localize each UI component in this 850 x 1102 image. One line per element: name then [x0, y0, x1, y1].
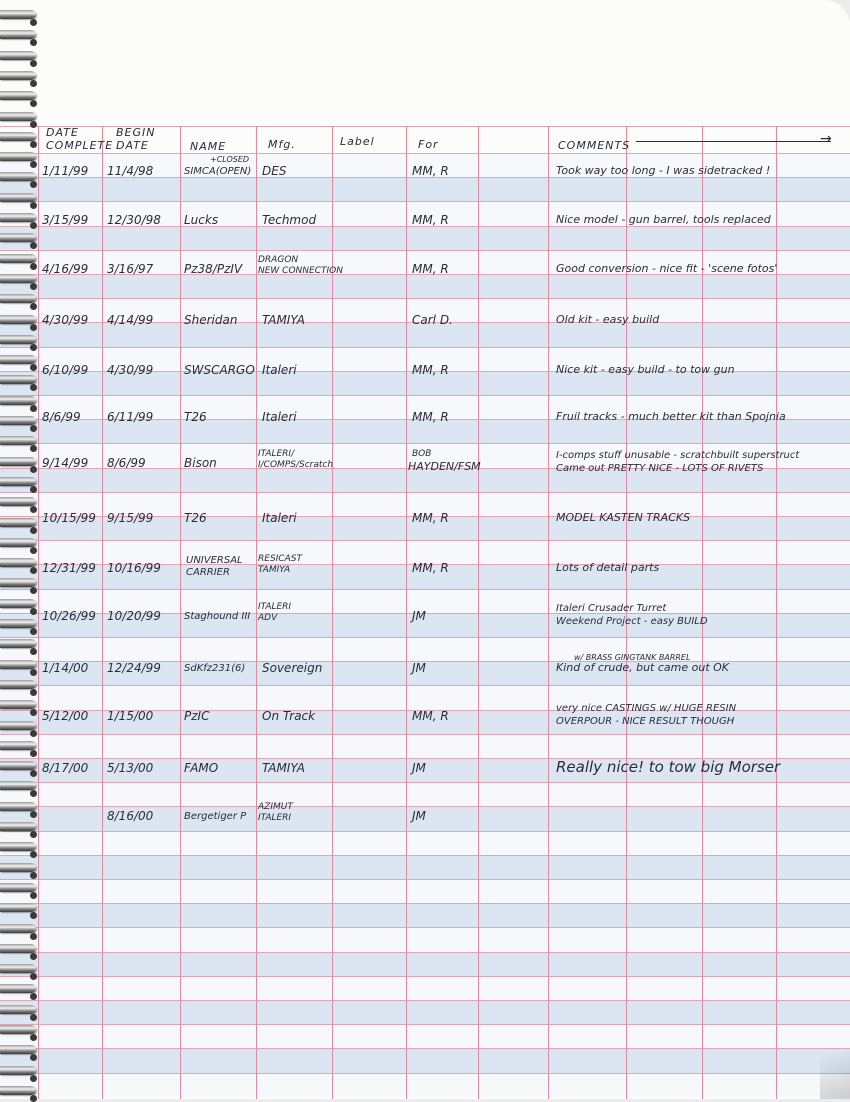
- manufacturer: TAMIYA: [262, 761, 305, 775]
- spiral-coil: [0, 315, 36, 324]
- punch-hole: [30, 39, 37, 46]
- comment: Nice model - gun barrel, tools replaced: [556, 213, 771, 226]
- punch-hole: [30, 892, 37, 899]
- spiral-coil: [0, 984, 36, 993]
- column-rule: [478, 126, 479, 1099]
- date-complete: 1/14/00: [42, 661, 89, 675]
- spiral-coil: [0, 335, 36, 344]
- spiral-coil: [0, 924, 36, 933]
- punch-hole: [30, 364, 37, 371]
- spiral-coil: [0, 781, 36, 790]
- punch-hole: [30, 953, 37, 960]
- rule-band: [0, 927, 850, 951]
- built-for-line1: BOB: [412, 449, 432, 459]
- spiral-coil: [0, 538, 36, 547]
- begin-date: 12/30/98: [107, 213, 161, 227]
- begin-date: 12/24/99: [107, 661, 161, 675]
- comment: Old kit - easy build: [556, 313, 660, 326]
- model-name: SWSCARGO: [184, 363, 255, 377]
- rule-line: [0, 540, 850, 541]
- punch-hole: [30, 1034, 37, 1041]
- spiral-coil: [0, 680, 36, 689]
- punch-hole: [30, 831, 37, 838]
- rule-line: [0, 831, 850, 832]
- comment-line1: very nice CASTINGS w/ HUGE RESIN: [556, 703, 737, 714]
- date-complete: 3/15/99: [42, 213, 89, 227]
- date-complete: 4/30/99: [42, 313, 89, 327]
- model-name-note: +CLOSED: [210, 155, 250, 164]
- manufacturer-line2: ADV: [258, 613, 278, 623]
- header-label: Label: [340, 135, 375, 148]
- model-name: T26: [184, 511, 207, 525]
- punch-hole: [30, 587, 37, 594]
- punch-hole: [30, 466, 37, 473]
- manufacturer: Italeri: [262, 511, 297, 525]
- spiral-coil: [0, 863, 36, 872]
- header-mfg: Mfg.: [268, 138, 296, 151]
- rule-line: [0, 1073, 850, 1074]
- date-complete: 10/26/99: [42, 609, 96, 623]
- rule-band: [0, 855, 850, 879]
- punch-hole: [30, 730, 37, 737]
- comment: Good conversion - nice fit - 'scene fotos': [556, 262, 778, 275]
- spiral-coil: [0, 172, 36, 181]
- rule-band: [0, 637, 850, 661]
- model-name: Bergetiger P: [184, 811, 247, 822]
- comment-line1: Italeri Crusader Turret: [556, 603, 667, 614]
- punch-hole: [30, 973, 37, 980]
- spiral-coil: [0, 741, 36, 750]
- model-name: SdKfz231(6): [184, 663, 246, 674]
- rule-line: [0, 952, 850, 953]
- rule-line: [0, 589, 850, 590]
- manufacturer-line1: RESICAST: [258, 554, 302, 564]
- comment-line1: I-comps stuff unusable - scratchbuilt superstruct: [556, 450, 800, 461]
- rule-band: [0, 952, 850, 976]
- punch-hole: [30, 912, 37, 919]
- punch-hole: [30, 608, 37, 615]
- punch-hole: [30, 445, 37, 452]
- column-rule: [102, 126, 103, 1099]
- date-complete: 4/16/99: [42, 262, 89, 276]
- built-for: Carl D.: [412, 313, 453, 327]
- spiral-coil: [0, 660, 36, 669]
- punch-hole: [30, 547, 37, 554]
- rule-line: [0, 637, 850, 638]
- date-complete: 1/11/99: [42, 164, 89, 178]
- rule-band: [0, 903, 850, 927]
- manufacturer-line1: DRAGON: [258, 255, 299, 265]
- comment: MODEL KASTEN TRACKS: [556, 511, 691, 524]
- punch-hole: [30, 19, 37, 26]
- manufacturer-line1: AZIMUT: [258, 802, 293, 812]
- punch-hole: [30, 750, 37, 757]
- spiral-coil: [0, 233, 36, 242]
- column-rule: [548, 126, 549, 1099]
- built-for-line2: HAYDEN/FSM: [408, 460, 481, 473]
- comment-line2: OVERPOUR - NICE RESULT THOUGH: [556, 716, 735, 727]
- punch-hole: [30, 344, 37, 351]
- punch-hole: [30, 425, 37, 432]
- spiral-coil: [0, 152, 36, 161]
- punch-hole: [30, 384, 37, 391]
- model-name: Sheridan: [184, 313, 238, 327]
- manufacturer-line2: ITALERI: [258, 813, 292, 823]
- header-date-complete-line2: COMPLETE: [46, 139, 114, 152]
- punch-hole: [30, 790, 37, 797]
- punch-hole: [30, 80, 37, 87]
- rule-band: [0, 177, 850, 201]
- punch-hole: [30, 100, 37, 107]
- date-complete: 10/15/99: [42, 511, 96, 525]
- rule-line: [0, 927, 850, 928]
- begin-date: 10/16/99: [107, 561, 161, 575]
- header-begin-date: [116, 126, 156, 152]
- spiral-coil: [0, 721, 36, 730]
- spiral-coil: [0, 71, 36, 80]
- spiral-coil: [0, 112, 36, 121]
- comment: Fruil tracks - much better kit than Spojnia: [556, 410, 786, 423]
- model-name: Staghound III: [184, 611, 251, 622]
- punch-hole: [30, 303, 37, 310]
- rule-line: [0, 1024, 850, 1025]
- manufacturer: DES: [262, 164, 287, 178]
- comment: Nice kit - easy build - to tow gun: [556, 363, 735, 376]
- comment-line2: Came out PRETTY NICE - LOTS OF RIVETS: [556, 463, 764, 474]
- built-for: JM: [412, 761, 426, 775]
- header-comments-arrow-line: [636, 141, 831, 142]
- punch-hole: [30, 283, 37, 290]
- punch-hole: [30, 60, 37, 67]
- begin-date: 3/16/97: [107, 262, 154, 276]
- column-rule: [406, 126, 407, 1099]
- column-rule: [256, 126, 257, 1099]
- built-for: MM, R: [412, 561, 449, 575]
- punch-hole: [30, 811, 37, 818]
- rule-line: [0, 1000, 850, 1001]
- date-complete: 5/12/00: [42, 709, 89, 723]
- spiral-coil: [0, 802, 36, 811]
- spiral-coil: [0, 132, 36, 141]
- rule-line: [0, 1048, 850, 1049]
- spiral-coil: [0, 274, 36, 283]
- punch-hole: [30, 709, 37, 716]
- model-name-line2: CARRIER: [186, 567, 230, 578]
- header-for: For: [418, 138, 439, 151]
- rule-line: [0, 879, 850, 880]
- spiral-coil: [0, 599, 36, 608]
- punch-hole: [30, 628, 37, 635]
- rule-band: [0, 782, 850, 806]
- punch-hole: [30, 324, 37, 331]
- punch-hole: [30, 770, 37, 777]
- spiral-coil: [0, 1025, 36, 1034]
- punch-hole: [30, 1095, 37, 1102]
- spiral-coil: [0, 91, 36, 100]
- punch-hole: [30, 872, 37, 879]
- begin-date: 9/15/99: [107, 511, 154, 525]
- punch-hole: [30, 161, 37, 168]
- spiral-coil: [0, 436, 36, 445]
- spiral-coil: [0, 1005, 36, 1014]
- rule-line: [0, 855, 850, 856]
- model-name: Lucks: [184, 213, 219, 227]
- comment-note: w/ BRASS GINGTANK BARREL: [574, 653, 691, 662]
- manufacturer-line2: TAMIYA: [258, 565, 291, 575]
- rule-band: [0, 831, 850, 855]
- spiral-coil: [0, 1086, 36, 1095]
- punch-hole: [30, 263, 37, 270]
- punch-hole: [30, 648, 37, 655]
- built-for: MM, R: [412, 164, 449, 178]
- spiral-coil: [0, 193, 36, 202]
- header-date-complete-line1: DATE: [46, 126, 79, 139]
- manufacturer: TAMIYA: [262, 313, 305, 327]
- begin-date: 4/30/99: [107, 363, 154, 377]
- rule-band: [0, 274, 850, 298]
- built-for: MM, R: [412, 363, 449, 377]
- manufacturer: Techmod: [262, 213, 317, 227]
- spiral-binding: [0, 0, 40, 1099]
- rule-band: [0, 1073, 850, 1097]
- rule-line: [0, 782, 850, 783]
- rule-line: [0, 903, 850, 904]
- punch-hole: [30, 1054, 37, 1061]
- spiral-coil: [0, 761, 36, 770]
- spiral-coil: [0, 883, 36, 892]
- built-for: MM, R: [412, 213, 449, 227]
- rule-line: [0, 492, 850, 493]
- spiral-coil: [0, 1066, 36, 1075]
- built-for: JM: [412, 661, 426, 675]
- spiral-coil: [0, 10, 36, 19]
- header-date-complete: [46, 126, 113, 152]
- manufacturer: Italeri: [262, 363, 297, 377]
- built-for: JM: [412, 809, 426, 823]
- punch-hole: [30, 669, 37, 676]
- begin-date: 1/15/00: [107, 709, 154, 723]
- manufacturer-line2: I/COMPS/Scratch: [258, 460, 334, 470]
- rule-line: [0, 201, 850, 202]
- punch-hole: [30, 405, 37, 412]
- rule-line: [0, 806, 850, 807]
- begin-date: 11/4/98: [107, 164, 154, 178]
- rule-band: [0, 1048, 850, 1072]
- comment-line2: Weekend Project - easy BUILD: [556, 616, 708, 627]
- begin-date: 10/20/99: [107, 609, 161, 623]
- manufacturer: On Track: [262, 709, 316, 723]
- rule-band: [0, 879, 850, 903]
- punch-hole: [30, 933, 37, 940]
- punch-hole: [30, 222, 37, 229]
- rule-line: [0, 734, 850, 735]
- rule-line: [0, 347, 850, 348]
- comment: Kind of crude, but came out OK: [556, 661, 730, 674]
- punch-hole: [30, 121, 37, 128]
- date-complete: 6/10/99: [42, 363, 89, 377]
- spiral-coil: [0, 1045, 36, 1054]
- begin-date: 6/11/99: [107, 410, 154, 424]
- rule-line: [0, 250, 850, 251]
- header-comments: COMMENTS: [558, 139, 631, 152]
- built-for: JM: [412, 609, 426, 623]
- spiral-coil: [0, 254, 36, 263]
- model-name: SIMCA(OPEN): [184, 166, 252, 177]
- manufacturer: Italeri: [262, 410, 297, 424]
- spiral-coil: [0, 842, 36, 851]
- rule-line: [0, 298, 850, 299]
- spiral-coil: [0, 497, 36, 506]
- comment: Took way too long - I was sidetracked !: [556, 164, 771, 177]
- punch-hole: [30, 851, 37, 858]
- spiral-coil: [0, 558, 36, 567]
- spiral-coil: [0, 903, 36, 912]
- model-name: Bison: [184, 456, 217, 470]
- built-for: MM, R: [412, 410, 449, 424]
- rule-band: [0, 226, 850, 250]
- rule-line: [0, 395, 850, 396]
- rule-band: [0, 1024, 850, 1048]
- built-for: MM, R: [412, 709, 449, 723]
- rule-band: [0, 976, 850, 1000]
- rule-line: [0, 443, 850, 444]
- manufacturer-line1: ITALERI: [258, 602, 292, 612]
- punch-hole: [30, 1014, 37, 1021]
- spiral-coil: [0, 518, 36, 527]
- spiral-coil: [0, 477, 36, 486]
- comment: Lots of detail parts: [556, 561, 660, 574]
- spiral-coil: [0, 355, 36, 364]
- spiral-coil: [0, 822, 36, 831]
- date-complete: 8/17/00: [42, 761, 89, 775]
- punch-hole: [30, 527, 37, 534]
- spiral-coil: [0, 639, 36, 648]
- column-rule: [180, 126, 181, 1099]
- model-name-line1: UNIVERSAL: [186, 555, 243, 566]
- date-complete: 12/31/99: [42, 561, 96, 575]
- rule-line: [0, 153, 850, 154]
- spiral-coil: [0, 213, 36, 222]
- manufacturer: Sovereign: [262, 661, 323, 675]
- header-comments-arrow-icon: →: [820, 131, 832, 147]
- header-name: NAME: [190, 140, 227, 153]
- date-complete: 8/6/99: [42, 410, 81, 424]
- spiral-coil: [0, 375, 36, 384]
- model-name: PzIC: [184, 709, 210, 723]
- model-name: FAMO: [184, 761, 219, 775]
- spiral-coil: [0, 51, 36, 60]
- model-name: Pz38/PzIV: [184, 262, 243, 276]
- begin-date: 4/14/99: [107, 313, 154, 327]
- date-complete: 9/14/99: [42, 456, 89, 470]
- spiral-coil: [0, 619, 36, 628]
- spiral-coil: [0, 294, 36, 303]
- header-begin-date-line2: DATE: [116, 139, 149, 152]
- spiral-coil: [0, 396, 36, 405]
- begin-date: 8/16/00: [107, 809, 154, 823]
- manufacturer-line2: NEW CONNECTION: [258, 266, 343, 276]
- rule-band: [0, 734, 850, 758]
- spiral-coil: [0, 30, 36, 39]
- spiral-coil: [0, 416, 36, 425]
- begin-date: 5/13/00: [107, 761, 154, 775]
- built-for: MM, R: [412, 262, 449, 276]
- punch-hole: [30, 202, 37, 209]
- punch-hole: [30, 567, 37, 574]
- punch-hole: [30, 141, 37, 148]
- punch-hole: [30, 506, 37, 513]
- begin-date: 8/6/99: [107, 456, 146, 470]
- rule-line: [0, 976, 850, 977]
- punch-hole: [30, 993, 37, 1000]
- rule-line: [0, 685, 850, 686]
- punch-hole: [30, 486, 37, 493]
- spiral-coil: [0, 700, 36, 709]
- built-for: MM, R: [412, 511, 449, 525]
- header-begin-date-line1: BEGIN: [116, 126, 156, 139]
- spiral-coil: [0, 964, 36, 973]
- model-name: T26: [184, 410, 207, 424]
- spiral-coil: [0, 578, 36, 587]
- manufacturer-line1: ITALERI/: [258, 449, 295, 459]
- comment: Really nice! to tow big Morser: [556, 758, 781, 776]
- spiral-coil: [0, 457, 36, 466]
- spiral-coil: [0, 944, 36, 953]
- punch-hole: [30, 1075, 37, 1082]
- rule-band: [0, 1000, 850, 1024]
- punch-hole: [30, 689, 37, 696]
- punch-hole: [30, 181, 37, 188]
- punch-hole: [30, 242, 37, 249]
